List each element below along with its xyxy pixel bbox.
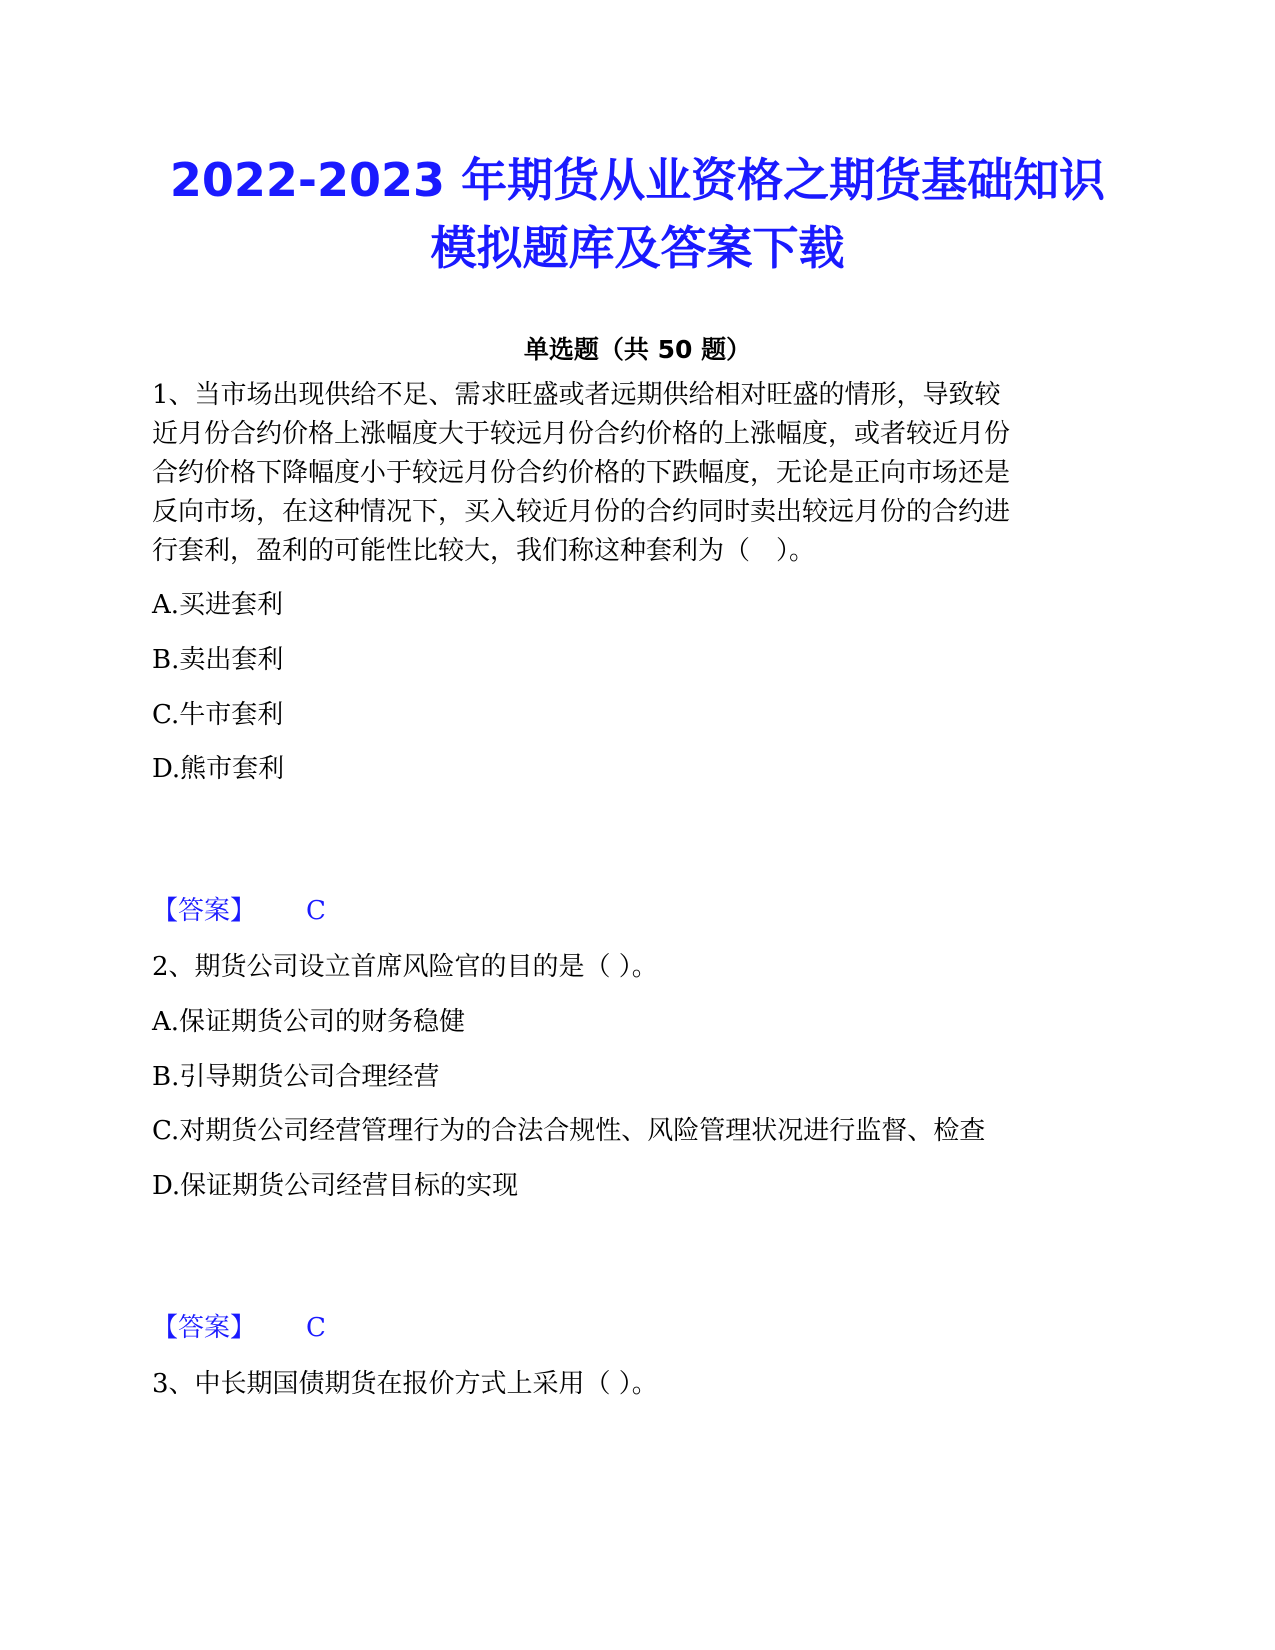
question-1-answer xyxy=(152,893,326,929)
section-heading: 单选题（共 50 题） xyxy=(523,335,752,364)
question-1-option-a: A.买进套利 xyxy=(152,590,284,620)
question-3-stem: 3、中长期国债期货在报价方式上采用（ ）。 xyxy=(152,1369,658,1399)
question-1-stem-line-4: 反向市场，在这种情况下，买入较近月份的合约同时卖出较远月份的合约进 xyxy=(152,497,1011,527)
question-2-option-c: C.对期货公司经营管理行为的合法合规性、风险管理状况进行监督、检查 xyxy=(152,1116,986,1146)
question-1-stem-line-3: 合约价格下降幅度小于较远月份合约价格的下跌幅度，无论是正向市场还是 xyxy=(152,458,1011,488)
answer-value: C xyxy=(306,1313,326,1343)
answer-label: 【答案】 xyxy=(152,1313,257,1343)
question-1-stem-line-1: 1、当市场出现供给不足、需求旺盛或者远期供给相对旺盛的情形，导致较 xyxy=(152,380,1001,410)
question-2-option-a: A.保证期货公司的财务稳健 xyxy=(152,1007,466,1037)
question-1-option-b: B.卖出套利 xyxy=(152,645,284,675)
question-2-option-d: D.保证期货公司经营目标的实现 xyxy=(152,1171,519,1201)
document-title-line-2: 模拟题库及答案下载 xyxy=(430,221,845,275)
question-1-option-d: D.熊市套利 xyxy=(152,754,285,784)
document-title-line-1: 2022-2023 年期货从业资格之期货基础知识 xyxy=(169,153,1106,207)
question-1-option-c: C.牛市套利 xyxy=(152,700,284,730)
question-2-answer xyxy=(152,1310,326,1346)
question-1-stem-line-2: 近月份合约价格上涨幅度大于较远月份合约价格的上涨幅度，或者较近月份 xyxy=(152,419,1011,449)
question-2-stem: 2、期货公司设立首席风险官的目的是（ ）。 xyxy=(152,952,658,982)
answer-label: 【答案】 xyxy=(152,896,257,926)
answer-value: C xyxy=(306,896,326,926)
question-2-option-b: B.引导期货公司合理经营 xyxy=(152,1062,440,1092)
question-1-stem-line-5: 行套利，盈利的可能性比较大，我们称这种套利为（ ）。 xyxy=(152,536,816,566)
